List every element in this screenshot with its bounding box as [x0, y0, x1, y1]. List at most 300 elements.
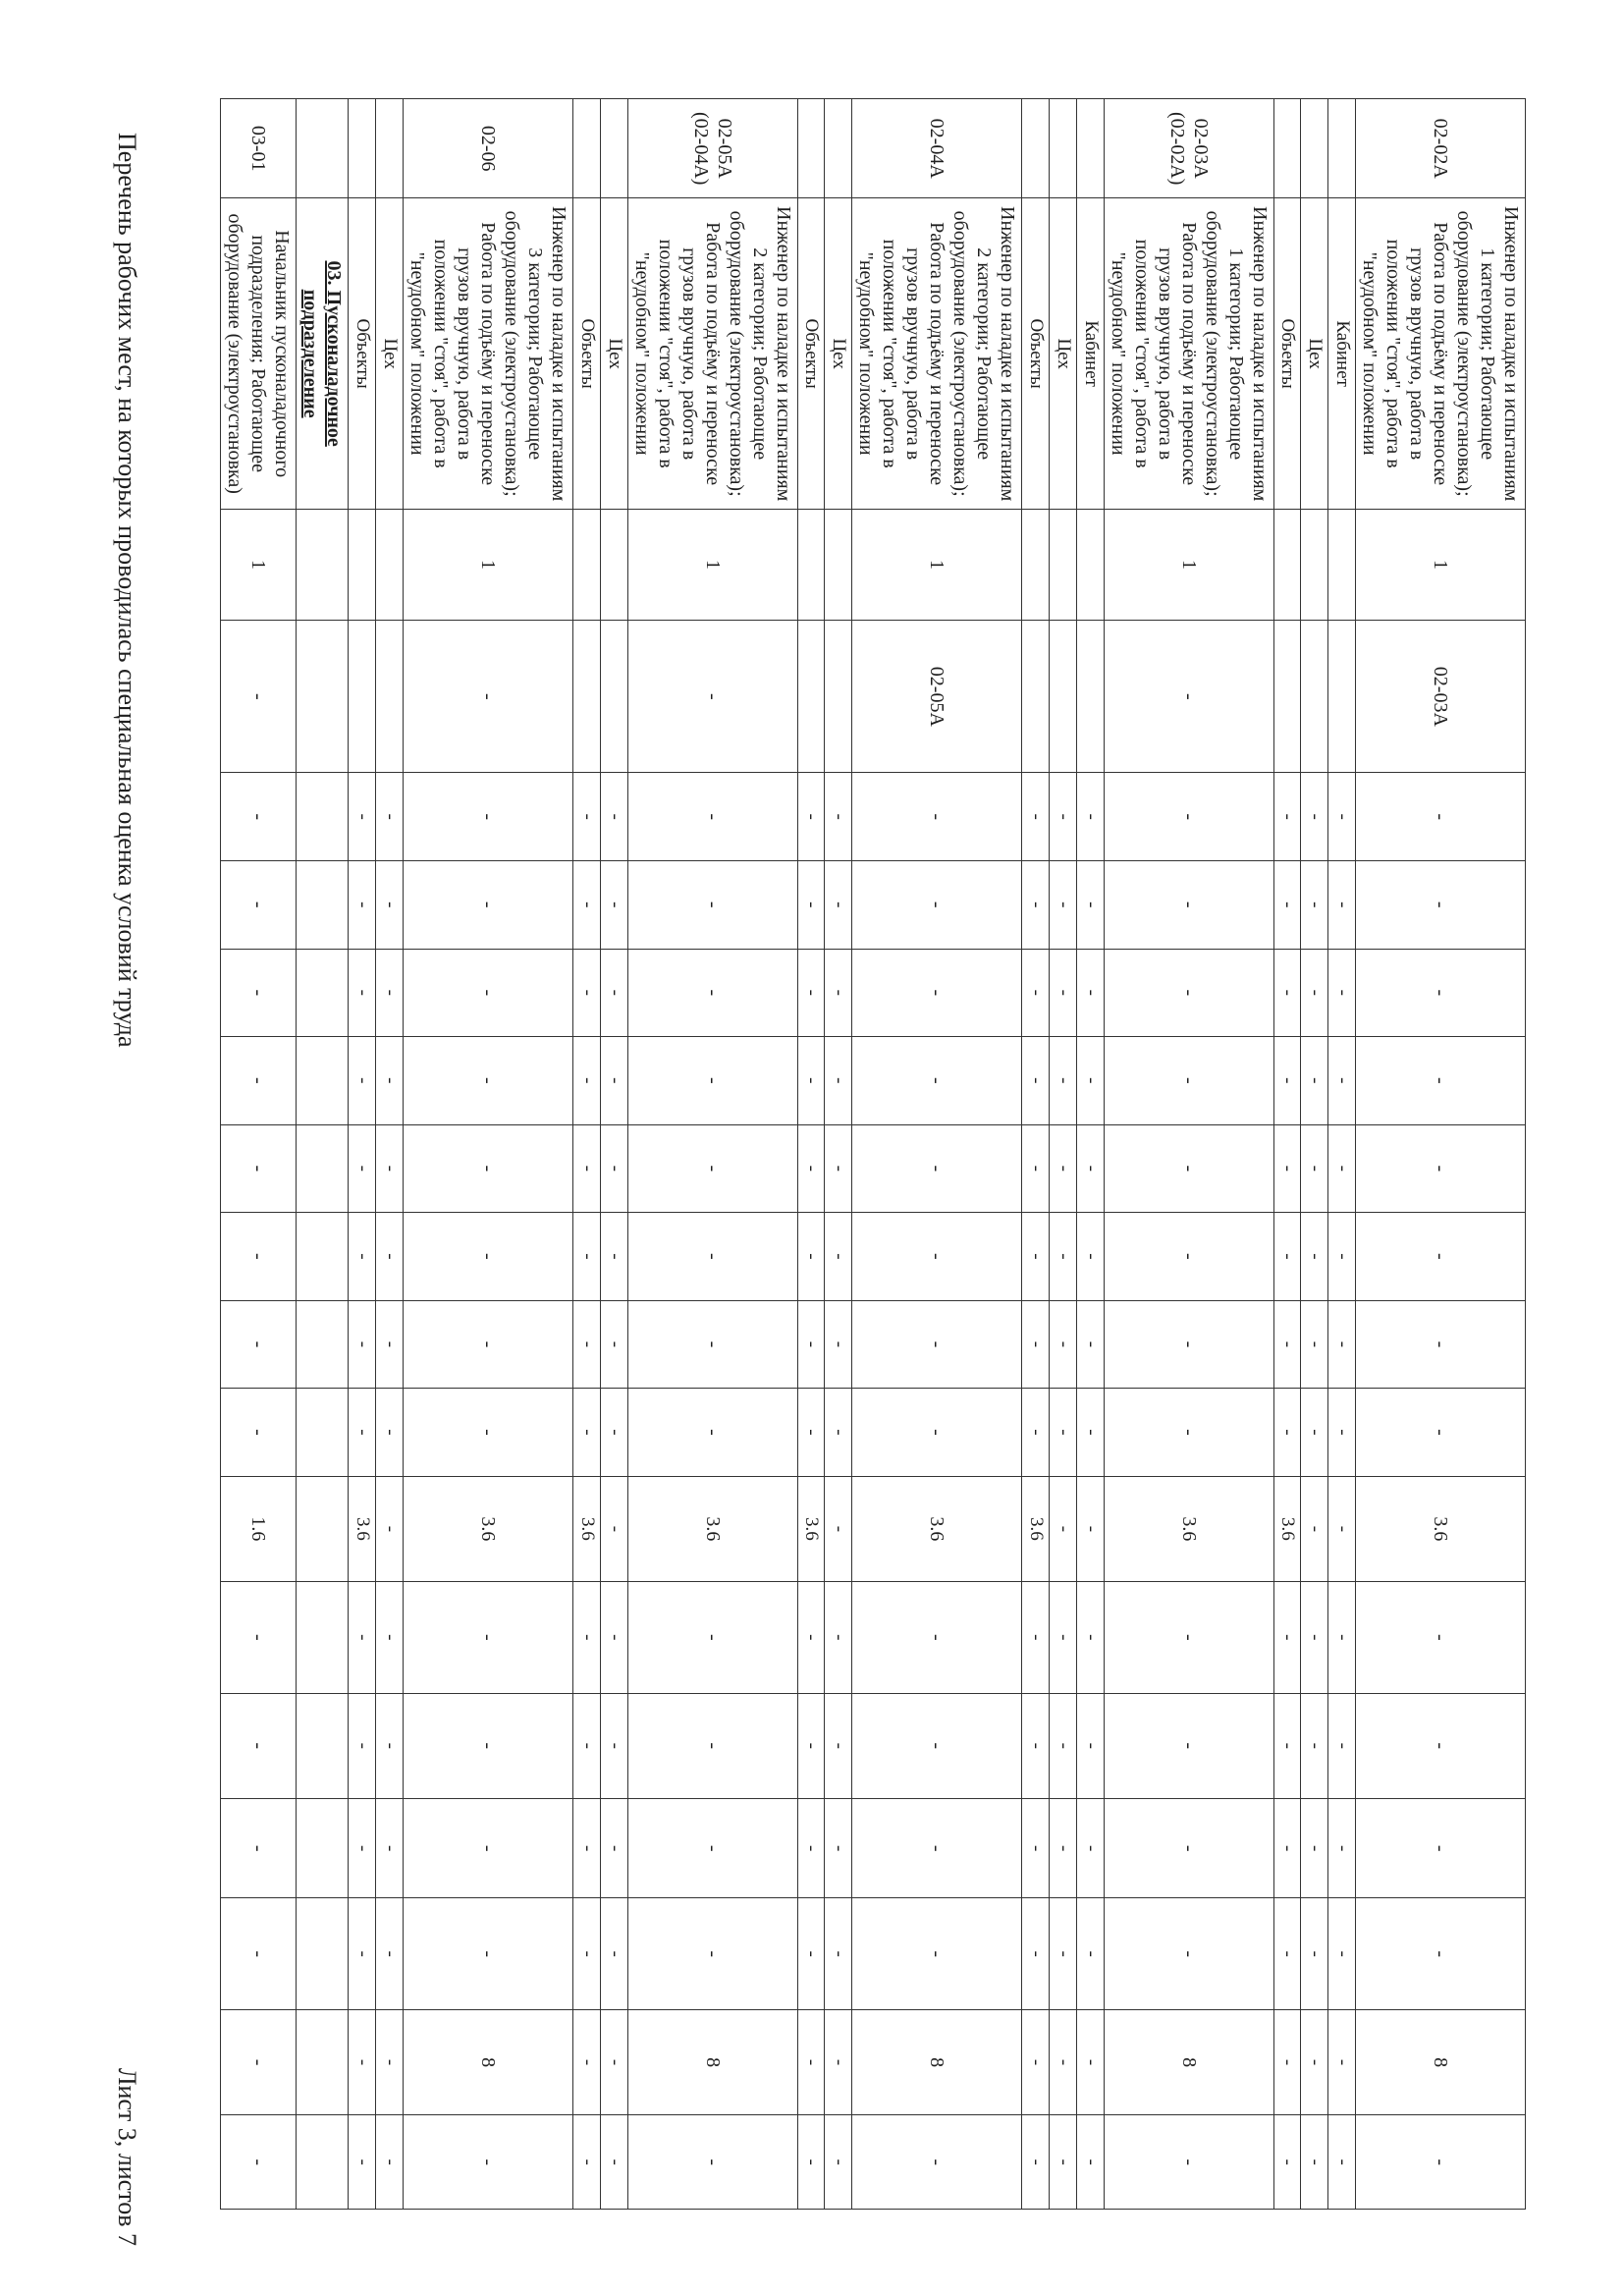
table-cell: -: [1328, 860, 1356, 949]
table-cell: -: [600, 1300, 627, 1389]
table-cell: -: [1050, 1389, 1077, 1477]
table-cell: -: [1076, 1300, 1104, 1389]
table-cell: [1076, 509, 1104, 620]
workplace-code: [573, 99, 601, 198]
table-cell: -: [1104, 1582, 1273, 1693]
table-cell: -: [1328, 1037, 1356, 1125]
table-cell: -: [1022, 1037, 1050, 1125]
table-cell: [797, 621, 825, 773]
table-cell: -: [376, 1389, 404, 1477]
workplace-code: [349, 99, 376, 198]
table-cell: -: [221, 2009, 297, 2114]
table-cell: [1076, 621, 1104, 773]
table-cell: -: [825, 1300, 852, 1389]
table-cell: -: [1104, 2115, 1273, 2210]
table-cell: -: [797, 2115, 825, 2210]
table-cell: -: [1022, 1213, 1050, 1301]
table-cell: -: [627, 1213, 797, 1301]
table-cell: -: [852, 1037, 1022, 1125]
table-cell: -: [1022, 773, 1050, 861]
table-cell: -: [1273, 1300, 1301, 1389]
table-cell: [297, 1213, 349, 1301]
table-cell: -: [1104, 949, 1273, 1037]
table-cell: -: [376, 860, 404, 949]
table-cell: -: [1050, 949, 1077, 1037]
table-cell: -: [1301, 860, 1328, 949]
table-cell: -: [1328, 1124, 1356, 1213]
table-cell: 3.6: [797, 1476, 825, 1581]
table-cell: [297, 1693, 349, 1798]
table-cell: -: [573, 1582, 601, 1693]
table-cell: -: [376, 1693, 404, 1798]
table-cell: -: [797, 1582, 825, 1693]
table-cell: -: [376, 949, 404, 1037]
table-cell: -: [627, 1300, 797, 1389]
table-cell: -: [852, 2115, 1022, 2210]
table-cell: -: [1050, 1213, 1077, 1301]
table-cell: -: [627, 1798, 797, 1897]
table-cell: 3.6: [627, 1476, 797, 1581]
table-cell: -: [627, 860, 797, 949]
table-cell: [1022, 621, 1050, 773]
workplace-code: 02-06: [404, 99, 573, 198]
table-cell: -: [1356, 860, 1526, 949]
table-cell: -: [1301, 1898, 1328, 2009]
table-cell: -: [404, 1213, 573, 1301]
table-cell: -: [1273, 1582, 1301, 1693]
table-cell: -: [1022, 1389, 1050, 1477]
table-cell: -: [573, 1213, 601, 1301]
table-cell: -: [1076, 1693, 1104, 1798]
workplace-name: Кабинет: [1328, 198, 1356, 509]
table-cell: -: [573, 949, 601, 1037]
table-cell: -: [1301, 1300, 1328, 1389]
table-cell: -: [1076, 1037, 1104, 1125]
table-cell: -: [825, 1798, 852, 1897]
table-cell: -: [1104, 860, 1273, 949]
table-cell: 3.6: [573, 1476, 601, 1581]
table-cell: [1301, 621, 1328, 773]
table-cell: 1: [1356, 509, 1526, 620]
table-cell: -: [349, 2009, 376, 2114]
table-cell: [297, 1389, 349, 1477]
table-cell: -: [573, 1124, 601, 1213]
table-cell: -: [825, 949, 852, 1037]
table-cell: -: [1104, 1798, 1273, 1897]
workplace-name: Цех: [376, 198, 404, 509]
table-cell: 3.6: [1022, 1476, 1050, 1581]
table-cell: -: [1050, 1124, 1077, 1213]
table-cell: -: [1076, 1798, 1104, 1897]
table-cell: -: [1050, 773, 1077, 861]
table-cell: [1273, 509, 1301, 620]
workplace-name: Объекты: [1273, 198, 1301, 509]
table-cell: -: [1076, 773, 1104, 861]
table-cell: -: [852, 860, 1022, 949]
table-cell: -: [627, 1389, 797, 1477]
table-cell: -: [627, 1124, 797, 1213]
table-row: [349, 99, 376, 2210]
table-cell: -: [1050, 1476, 1077, 1581]
table-cell: -: [600, 860, 627, 949]
table-cell: -: [221, 949, 297, 1037]
table-cell: -: [573, 1389, 601, 1477]
table-cell: -: [349, 1389, 376, 1477]
table-cell: -: [1356, 1213, 1526, 1301]
table-cell: -: [852, 1798, 1022, 1897]
table-cell: -: [825, 1213, 852, 1301]
table-cell: -: [1022, 1124, 1050, 1213]
table-cell: -: [600, 773, 627, 861]
table-cell: 8: [1356, 2009, 1526, 2114]
table-cell: -: [600, 1389, 627, 1477]
table-cell: -: [1356, 1124, 1526, 1213]
table-cell: -: [221, 1798, 297, 1897]
table-cell: -: [825, 773, 852, 861]
workplace-name: Цех: [1050, 198, 1077, 509]
workplace-code: [600, 99, 627, 198]
table-cell: -: [1273, 860, 1301, 949]
table-cell: -: [349, 773, 376, 861]
table-cell: -: [797, 1213, 825, 1301]
table-cell: [1273, 621, 1301, 773]
table-cell: -: [221, 621, 297, 773]
table-cell: [297, 773, 349, 861]
table-cell: -: [1273, 1124, 1301, 1213]
table-row: [1022, 99, 1050, 2210]
table-cell: -: [1022, 1693, 1050, 1798]
workplace-code: [797, 99, 825, 198]
table-cell: -: [600, 1798, 627, 1897]
table-cell: -: [600, 1213, 627, 1301]
workplace-name: Начальник пусконаладочного подразделения; Работающее оборудование (электроустановка): [221, 198, 297, 509]
table-cell: -: [573, 1037, 601, 1125]
table-cell: -: [404, 2115, 573, 2210]
table-cell: -: [349, 1124, 376, 1213]
table-cell: 8: [1104, 2009, 1273, 2114]
table-cell: -: [1301, 1037, 1328, 1125]
table-cell: -: [349, 1037, 376, 1125]
table-cell: -: [404, 949, 573, 1037]
sout-table: [220, 98, 1526, 2210]
workplace-name: Цех: [600, 198, 627, 509]
table-cell: -: [221, 2115, 297, 2210]
table-row: [1328, 99, 1356, 2210]
table-cell: -: [1104, 773, 1273, 861]
table-cell: -: [852, 1582, 1022, 1693]
table-row: [627, 99, 797, 2210]
workplace-name: Объекты: [573, 198, 601, 509]
table-cell: [825, 621, 852, 773]
table-cell: -: [1104, 1898, 1273, 2009]
table-cell: -: [573, 1898, 601, 2009]
table-cell: -: [1104, 1124, 1273, 1213]
table-cell: [600, 509, 627, 620]
table-cell: [376, 509, 404, 620]
table-cell: -: [376, 1476, 404, 1581]
table-cell: -: [825, 1898, 852, 2009]
table-cell: -: [1050, 1898, 1077, 2009]
table-cell: -: [1301, 2115, 1328, 2210]
table-cell: 02-03А: [1356, 621, 1526, 773]
table-cell: -: [1328, 1898, 1356, 2009]
table-cell: [297, 1124, 349, 1213]
table-cell: -: [600, 1037, 627, 1125]
workplace-name: Инженер по наладке и испытаниям 2 категории; Работающее оборудование (электроустановка); Работа по подъёму и переноске грузов вручную, работа в положении "стоя", работа в "неудобном" положении: [852, 198, 1022, 509]
table-cell: -: [600, 2115, 627, 2210]
table-cell: -: [221, 860, 297, 949]
table-cell: -: [1022, 2115, 1050, 2210]
table-cell: -: [376, 1898, 404, 2009]
table-cell: 1.6: [221, 1476, 297, 1581]
table-cell: -: [376, 1213, 404, 1301]
workplace-name: Цех: [1301, 198, 1328, 509]
section-title: 03. Пусконаладочное подразделение: [297, 198, 349, 509]
table-cell: -: [1076, 860, 1104, 949]
table-cell: -: [221, 1898, 297, 2009]
table-cell: -: [1356, 949, 1526, 1037]
workplace-name: Объекты: [1022, 198, 1050, 509]
table-cell: -: [852, 1693, 1022, 1798]
table-cell: -: [627, 2115, 797, 2210]
table-cell: -: [349, 1693, 376, 1798]
table-cell: [297, 860, 349, 949]
table-cell: -: [1076, 1389, 1104, 1477]
table-cell: 1: [404, 509, 573, 620]
table-cell: -: [349, 1898, 376, 2009]
table-cell: 3.6: [404, 1476, 573, 1581]
table-cell: -: [1076, 2009, 1104, 2114]
table-cell: -: [1076, 1213, 1104, 1301]
table-cell: -: [1273, 1213, 1301, 1301]
table-cell: -: [404, 1037, 573, 1125]
table-cell: -: [1328, 1213, 1356, 1301]
table-cell: -: [1022, 1798, 1050, 1897]
table-cell: 1: [627, 509, 797, 620]
workplace-code: [1273, 99, 1301, 198]
table-cell: -: [797, 1389, 825, 1477]
table-cell: -: [1050, 1582, 1077, 1693]
table-row: [221, 99, 297, 2210]
table-cell: -: [1301, 2009, 1328, 2114]
table-cell: -: [1022, 949, 1050, 1037]
table-cell: -: [1050, 2115, 1077, 2210]
table-cell: -: [1022, 1582, 1050, 1693]
table-cell: -: [852, 1124, 1022, 1213]
table-cell: -: [1328, 1693, 1356, 1798]
table-cell: -: [376, 1582, 404, 1693]
table-cell: -: [1328, 949, 1356, 1037]
table-cell: -: [797, 1693, 825, 1798]
table-cell: [1050, 509, 1077, 620]
table-cell: [297, 1898, 349, 2009]
table-cell: -: [1328, 1389, 1356, 1477]
table-cell: -: [1328, 2009, 1356, 2114]
table-cell: -: [1076, 1582, 1104, 1693]
table-cell: -: [825, 2115, 852, 2210]
table-cell: -: [797, 949, 825, 1037]
table-cell: -: [404, 1693, 573, 1798]
table-cell: -: [1050, 860, 1077, 949]
table-cell: -: [221, 1693, 297, 1798]
table-cell: 02-05А: [852, 621, 1022, 773]
table-cell: -: [404, 1389, 573, 1477]
page-footer-title: Перечень рабочих мест, на которых проводилась специальная оценка условий труда: [113, 133, 141, 1048]
table-cell: [1022, 509, 1050, 620]
table-cell: -: [600, 1476, 627, 1581]
table-cell: -: [1050, 1693, 1077, 1798]
table-row: [1076, 99, 1104, 2210]
table-cell: -: [573, 2009, 601, 2114]
section-row: [297, 99, 349, 2210]
table-cell: -: [573, 773, 601, 861]
table-cell: -: [404, 1300, 573, 1389]
workplace-code: [825, 99, 852, 198]
table-cell: [297, 2115, 349, 2210]
table-cell: [600, 621, 627, 773]
table-cell: -: [1050, 1798, 1077, 1897]
table-row: [1273, 99, 1301, 2210]
table-cell: -: [1328, 773, 1356, 861]
workplace-code: 02-02А: [1356, 99, 1526, 198]
table-cell: -: [221, 1389, 297, 1477]
table-cell: -: [376, 1037, 404, 1125]
table-cell: -: [627, 1693, 797, 1798]
table-cell: [376, 621, 404, 773]
table-cell: -: [1301, 1213, 1328, 1301]
table-cell: -: [376, 1798, 404, 1897]
table-row: [600, 99, 627, 2210]
table-cell: -: [825, 1582, 852, 1693]
table-cell: -: [1356, 1898, 1526, 2009]
table-cell: -: [349, 1300, 376, 1389]
table-cell: -: [1273, 1389, 1301, 1477]
table-cell: -: [349, 1582, 376, 1693]
table-cell: [297, 1476, 349, 1581]
workplace-code: [297, 99, 349, 198]
table-cell: [1301, 509, 1328, 620]
table-cell: -: [852, 949, 1022, 1037]
table-row: [573, 99, 601, 2210]
table-cell: 1: [852, 509, 1022, 620]
table-cell: 3.6: [1356, 1476, 1526, 1581]
table-cell: -: [221, 1300, 297, 1389]
table-cell: [573, 621, 601, 773]
table-cell: -: [1356, 1389, 1526, 1477]
table-cell: -: [1022, 1300, 1050, 1389]
table-cell: -: [1104, 1037, 1273, 1125]
sheet-number: Лист 3, листов 7: [113, 2067, 141, 2246]
table-cell: -: [1301, 1124, 1328, 1213]
table-cell: -: [1301, 949, 1328, 1037]
table-cell: [1328, 509, 1356, 620]
table-cell: [1328, 621, 1356, 773]
table-cell: -: [573, 2115, 601, 2210]
table-cell: -: [1076, 1476, 1104, 1581]
table-cell: -: [825, 1124, 852, 1213]
table-cell: -: [600, 1693, 627, 1798]
table-cell: -: [600, 2009, 627, 2114]
table-row: [852, 99, 1022, 2210]
table-cell: -: [404, 773, 573, 861]
table-row: [1356, 99, 1526, 2210]
table-cell: -: [797, 2009, 825, 2114]
workplace-code: 03-01: [221, 99, 297, 198]
table-cell: -: [376, 2009, 404, 2114]
table-cell: -: [349, 860, 376, 949]
table-cell: 8: [852, 2009, 1022, 2114]
table-cell: [825, 509, 852, 620]
table-cell: -: [1104, 1693, 1273, 1798]
table-cell: -: [627, 949, 797, 1037]
workplace-code: [1022, 99, 1050, 198]
table-cell: -: [1273, 2115, 1301, 2210]
table-cell: -: [825, 860, 852, 949]
table-cell: -: [349, 1213, 376, 1301]
table-cell: -: [1273, 773, 1301, 861]
table-cell: -: [349, 949, 376, 1037]
table-row: [376, 99, 404, 2210]
table-cell: -: [797, 1124, 825, 1213]
workplace-name: Объекты: [349, 198, 376, 509]
table-cell: -: [825, 1037, 852, 1125]
table-cell: 3.6: [1104, 1476, 1273, 1581]
table-cell: -: [1328, 1582, 1356, 1693]
table-cell: [349, 621, 376, 773]
table-cell: [297, 1582, 349, 1693]
table-cell: 3.6: [852, 1476, 1022, 1581]
table-cell: -: [376, 2115, 404, 2210]
table-cell: -: [600, 1582, 627, 1693]
table-cell: -: [1301, 1389, 1328, 1477]
table-cell: -: [852, 1300, 1022, 1389]
table-cell: 3.6: [1273, 1476, 1301, 1581]
table-cell: -: [600, 1898, 627, 2009]
table-cell: -: [797, 1898, 825, 2009]
table-cell: [297, 1798, 349, 1897]
table-cell: -: [1022, 2009, 1050, 2114]
table-row: [1104, 99, 1273, 2210]
table-cell: -: [376, 773, 404, 861]
table-cell: -: [221, 1582, 297, 1693]
workplace-code: [1328, 99, 1356, 198]
table-cell: -: [1104, 1213, 1273, 1301]
table-cell: -: [825, 1389, 852, 1477]
table-cell: -: [627, 1582, 797, 1693]
table-cell: -: [825, 1476, 852, 1581]
table-cell: -: [1076, 1898, 1104, 2009]
table-cell: -: [1104, 621, 1273, 773]
workplace-name: Кабинет: [1076, 198, 1104, 509]
table-cell: -: [573, 1300, 601, 1389]
table-cell: -: [1301, 773, 1328, 861]
table-cell: -: [404, 1124, 573, 1213]
table-cell: [297, 621, 349, 773]
table-cell: -: [1328, 1476, 1356, 1581]
table-cell: [297, 949, 349, 1037]
table-cell: -: [1076, 2115, 1104, 2210]
table-row: [825, 99, 852, 2210]
table-cell: -: [221, 1037, 297, 1125]
workplace-code: [1301, 99, 1328, 198]
workplace-code: [1050, 99, 1077, 198]
workplace-code: [1076, 99, 1104, 198]
table-cell: -: [797, 1037, 825, 1125]
table-row: [1050, 99, 1077, 2210]
table-cell: -: [852, 773, 1022, 861]
workplace-code: 02-03А (02-02А): [1104, 99, 1273, 198]
table-cell: -: [1076, 1124, 1104, 1213]
